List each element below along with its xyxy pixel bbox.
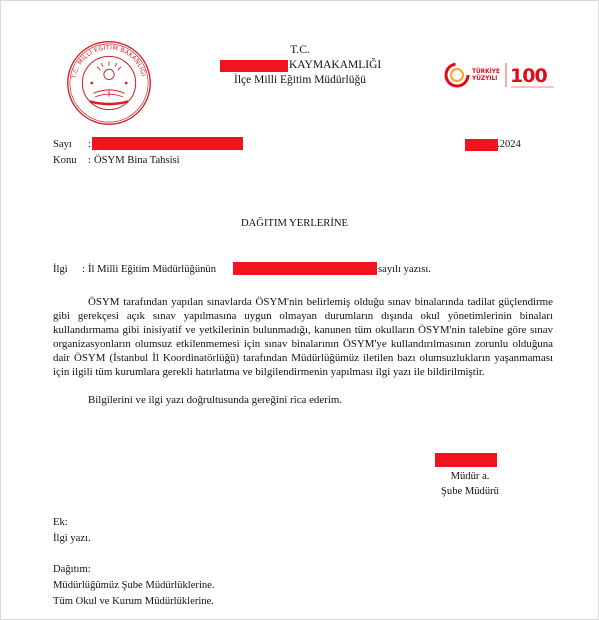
- signature-title-2: Şube Müdürü: [441, 486, 499, 497]
- distribution-item: Tüm Okul ve Kurum Müdürlüklerine.: [53, 596, 214, 607]
- konu-label: Konu: [53, 155, 77, 166]
- body-paragraph-2: Bilgilerini ve ilgi yazı doğrultusunda gereğini rica ederim.: [88, 394, 343, 406]
- sayi-label: Sayı: [53, 139, 72, 150]
- redacted-sayi: [92, 137, 243, 150]
- svg-text:YÜZYILI: YÜZYILI: [472, 76, 498, 82]
- ilgi-suffix: sayılı yazısı.: [378, 264, 431, 275]
- meb-seal-logo: [66, 40, 152, 126]
- ilgi-separator: :: [82, 264, 85, 275]
- ilgi-prefix: İl Milli Eğitim Müdürlüğünün: [88, 264, 217, 275]
- date-year: .2024: [497, 139, 521, 150]
- konu-separator: :: [88, 155, 91, 166]
- distribution-label: Dağıtım:: [53, 564, 91, 575]
- redacted-date: [465, 139, 498, 151]
- header-directorate: İlçe Milli Eğitim Müdürlüğü: [234, 74, 366, 86]
- svg-text:T.C. MİLLİ EĞİTİM BAKANLIĞI: T.C. MİLLİ EĞİTİM BAKANLIĞI: [70, 44, 147, 80]
- attachment-item: İlgi yazı.: [53, 533, 91, 544]
- svg-text:TÜRKİYE: TÜRKİYE: [472, 69, 500, 75]
- attachments-label: Ek:: [53, 517, 68, 528]
- redacted-ilgi-ref: [233, 262, 377, 275]
- body-paragraph-1: ÖSYM tarafından yapılan sınavlarda ÖSYM'nin belirlemiş olduğu sınav binalarında tadilat güçlendirme gibi gerekçesi açık sınav yapılmasına uygun olmayan durumların dışında okul yönetimlerinin binaları kullandırmama gibi inisiyatif ve yetkilerinin bulunmadığı, kanunen tüm okulların ÖSYM'nin talebine göre sınav organizasyonların olumsuz etkilenmemesi için sınav binalarının ÖSYM'ye kullandırılmasının zorunlu olduğuna dair ÖSYM (İstanbul İl Koordinatörlüğü) tarafından Müdürlüğümüz iletilen bazı olumsuzlukların yaşanmaması için ilgili tüm kurumlara gerekli hatırlatma ve bilgilendirmenin yapılması ilgi yazı ile bildirilmiştir.: [53, 296, 553, 379]
- header-tc: T.C.: [290, 44, 310, 56]
- redacted-signer-name: [435, 453, 497, 467]
- signature-title-1: Müdür a.: [450, 471, 490, 482]
- header-kaymakamlik: KAYMAKAMLIĞI: [289, 59, 382, 71]
- turkiye-yuzyili-logo: [444, 58, 560, 92]
- redacted-district: [220, 60, 288, 72]
- distribution-item: Müdürlüğümüz Şube Müdürlüklerine.: [53, 580, 215, 591]
- konu-value: ÖSYM Bina Tahsisi: [94, 155, 180, 166]
- svg-text:100: 100: [510, 65, 547, 87]
- recipient-title: DAĞITIM YERLERİNE: [241, 218, 348, 229]
- ilgi-label: İlgi: [53, 264, 68, 275]
- sayi-separator: :: [88, 139, 91, 150]
